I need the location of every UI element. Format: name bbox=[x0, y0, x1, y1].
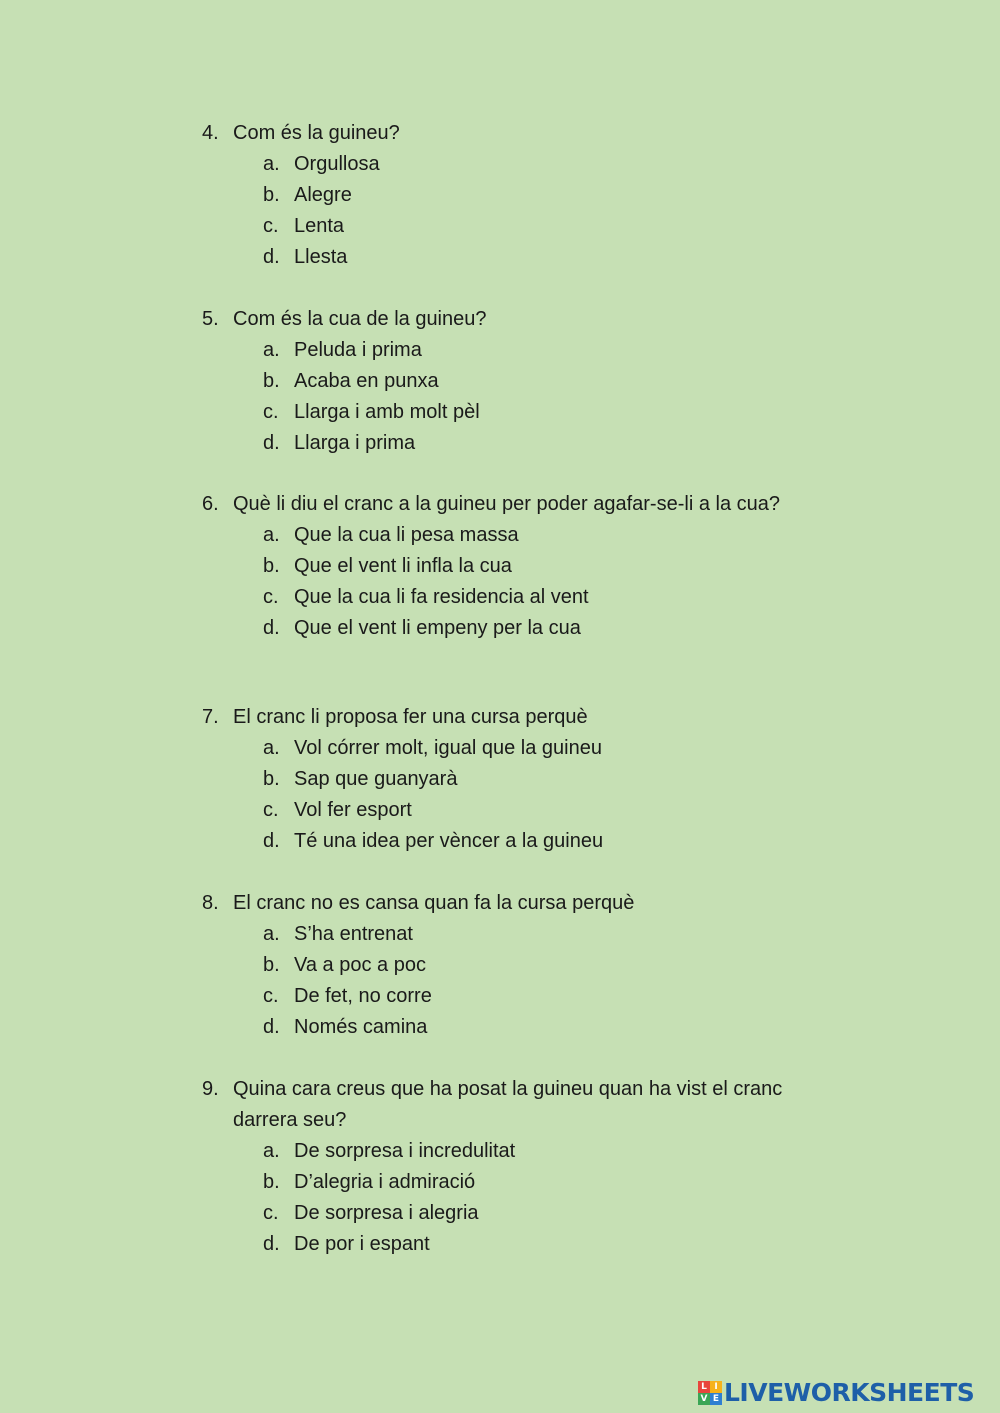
question-number: 9. bbox=[202, 1078, 219, 1100]
question-text: El cranc no es cansa quan fa la cursa perquè bbox=[233, 892, 635, 914]
option-text: De sorpresa i alegria bbox=[294, 1202, 479, 1224]
option-text: Sap que guanyarà bbox=[294, 768, 458, 790]
question-text: darrera seu? bbox=[233, 1109, 347, 1131]
question-number: 5. bbox=[202, 308, 219, 330]
option-letter: a. bbox=[263, 923, 280, 945]
option-letter: d. bbox=[263, 1233, 280, 1255]
option-letter: d. bbox=[263, 617, 280, 639]
option-text: Orgullosa bbox=[294, 153, 380, 175]
question-number: 8. bbox=[202, 892, 219, 914]
question-number: 6. bbox=[202, 493, 219, 515]
option-letter: b. bbox=[263, 184, 280, 206]
option-letter: a. bbox=[263, 153, 280, 175]
question-text: El cranc li proposa fer una cursa perquè bbox=[233, 706, 588, 728]
option-letter: a. bbox=[263, 524, 280, 546]
logo-tile: I bbox=[710, 1381, 722, 1393]
option-letter: a. bbox=[263, 339, 280, 361]
option-letter: c. bbox=[263, 586, 279, 608]
option-letter: d. bbox=[263, 432, 280, 454]
question-number: 7. bbox=[202, 706, 219, 728]
option-text: Llarga i amb molt pèl bbox=[294, 401, 480, 423]
option-text: Acaba en punxa bbox=[294, 370, 439, 392]
option-text: Vol córrer molt, igual que la guineu bbox=[294, 737, 602, 759]
option-text: De por i espant bbox=[294, 1233, 430, 1255]
question-text: Quina cara creus que ha posat la guineu quan ha vist el cranc bbox=[233, 1078, 783, 1100]
option-letter: d. bbox=[263, 1016, 280, 1038]
option-text: De fet, no corre bbox=[294, 985, 432, 1007]
option-text: Llarga i prima bbox=[294, 432, 416, 454]
option-letter: c. bbox=[263, 1202, 279, 1224]
option-text: Vol fer esport bbox=[294, 799, 412, 821]
option-text: Que la cua li pesa massa bbox=[294, 524, 519, 546]
logo-tile: V bbox=[698, 1393, 710, 1405]
option-letter: b. bbox=[263, 768, 280, 790]
logo-tile: E bbox=[710, 1393, 722, 1405]
option-text: Peluda i prima bbox=[294, 339, 422, 361]
option-letter: d. bbox=[263, 246, 280, 268]
option-text: Que el vent li infla la cua bbox=[294, 555, 512, 577]
option-text: Que el vent li empeny per la cua bbox=[294, 617, 581, 639]
option-letter: c. bbox=[263, 215, 279, 237]
option-text: De sorpresa i incredulitat bbox=[294, 1140, 516, 1162]
option-text: Té una idea per vèncer a la guineu bbox=[294, 830, 604, 852]
question-text: Com és la guineu? bbox=[233, 122, 400, 144]
option-letter: b. bbox=[263, 370, 280, 392]
option-text: Va a poc a poc bbox=[294, 954, 426, 976]
option-text: S’ha entrenat bbox=[294, 923, 413, 945]
option-text: D’alegria i admiració bbox=[294, 1171, 476, 1193]
logo-tile: L bbox=[698, 1381, 710, 1393]
question-text: Què li diu el cranc a la guineu per poder agafar-se-li a la cua? bbox=[233, 493, 780, 515]
option-letter: d. bbox=[263, 830, 280, 852]
option-text: Llesta bbox=[294, 246, 348, 268]
option-letter: b. bbox=[263, 1171, 280, 1193]
question-number: 4. bbox=[202, 122, 219, 144]
option-letter: b. bbox=[263, 555, 280, 577]
question-text: Com és la cua de la guineu? bbox=[233, 308, 487, 330]
option-text: Que la cua li fa residencia al vent bbox=[294, 586, 589, 608]
option-letter: b. bbox=[263, 954, 280, 976]
liveworksheets-brand bbox=[698, 1378, 974, 1408]
option-letter: a. bbox=[263, 1140, 280, 1162]
brand-wordmark: LIVEWORKSHEETS bbox=[724, 1378, 975, 1407]
option-text: Alegre bbox=[294, 184, 352, 206]
liveworksheets-logo-icon bbox=[698, 1381, 722, 1405]
option-letter: c. bbox=[263, 799, 279, 821]
option-text: Només camina bbox=[294, 1016, 428, 1038]
option-text: Lenta bbox=[294, 215, 345, 237]
option-letter: c. bbox=[263, 401, 279, 423]
option-letter: a. bbox=[263, 737, 280, 759]
option-letter: c. bbox=[263, 985, 279, 1007]
